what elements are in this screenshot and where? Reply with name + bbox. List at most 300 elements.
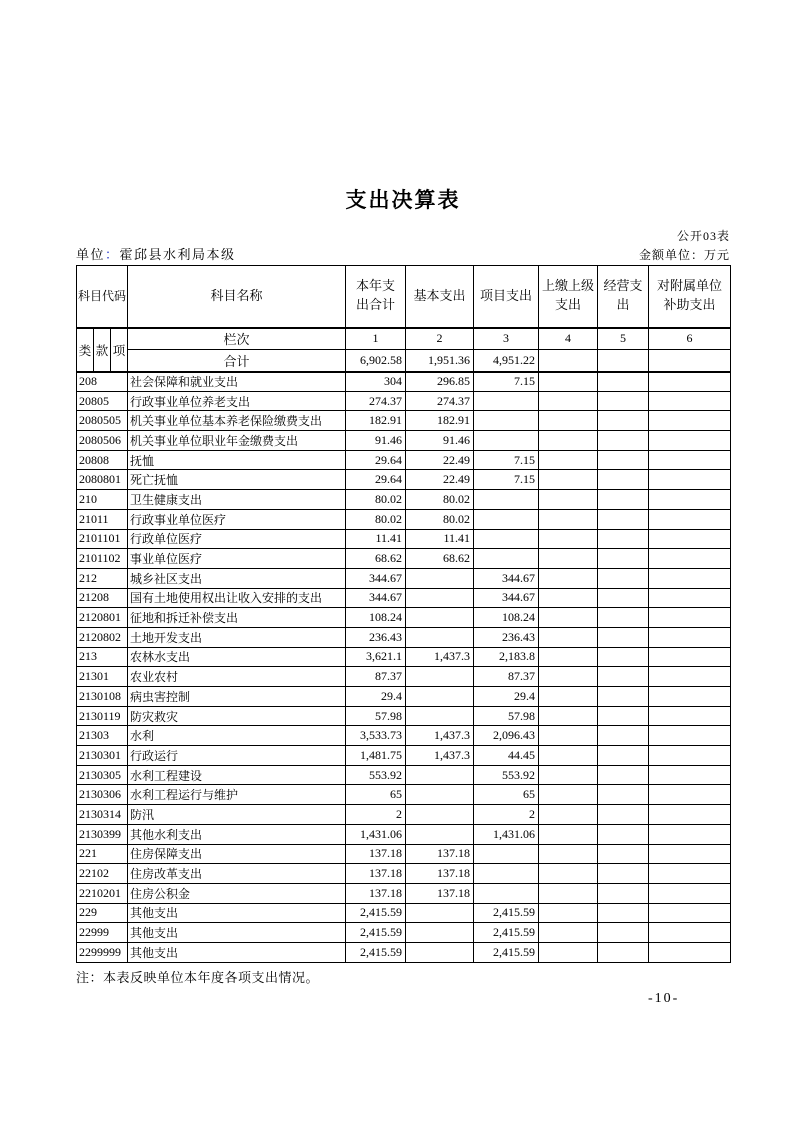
cell-c6 xyxy=(649,883,731,903)
cell-name: 行政运行 xyxy=(128,746,346,766)
cell-c1: 29.64 xyxy=(346,470,406,490)
cell-code: 21303 xyxy=(77,726,128,746)
header-affiliate-subsidy: 对附属单位补助支出 xyxy=(649,266,731,328)
cell-c4 xyxy=(539,509,598,529)
cell-c6 xyxy=(649,529,731,549)
total-row xyxy=(77,350,731,372)
cell-c3: 7.15 xyxy=(474,372,539,392)
cell-c6 xyxy=(649,844,731,864)
cell-name: 抚恤 xyxy=(128,450,346,470)
cell-c4 xyxy=(539,687,598,707)
cell-c2 xyxy=(406,785,474,805)
cell-c1: 29.4 xyxy=(346,687,406,707)
cell-c2: 137.18 xyxy=(406,883,474,903)
header-total-expenditure: 本年支出合计 xyxy=(346,266,406,328)
cell-c5 xyxy=(598,391,649,411)
cell-code: 2080506 xyxy=(77,431,128,451)
cell-c5 xyxy=(598,805,649,825)
cell-code: 22999 xyxy=(77,923,128,943)
cell-c1: 344.67 xyxy=(346,568,406,588)
cell-c5 xyxy=(598,864,649,884)
cell-c5 xyxy=(598,726,649,746)
cell-c6 xyxy=(649,903,731,923)
cell-c4 xyxy=(539,883,598,903)
cell-code: 213 xyxy=(77,647,128,667)
cell-c3 xyxy=(474,529,539,549)
cell-c4 xyxy=(539,844,598,864)
cell-c1: 1,431.06 xyxy=(346,824,406,844)
table-row xyxy=(77,667,731,687)
header-lanci: 栏次 xyxy=(128,328,346,350)
table-row xyxy=(77,923,731,943)
footnote: 注：本表反映单位本年度各项支出情况。 xyxy=(76,969,320,985)
table-row xyxy=(77,490,731,510)
cell-c6 xyxy=(649,490,731,510)
cell-name: 水利工程建设 xyxy=(128,765,346,785)
cell-c2: 68.62 xyxy=(406,549,474,569)
cell-c4 xyxy=(539,549,598,569)
cell-c1: 553.92 xyxy=(346,765,406,785)
unit-name: 霍邱县水利局本级 xyxy=(119,247,236,262)
table-row xyxy=(77,372,731,392)
cell-c3: 553.92 xyxy=(474,765,539,785)
cell-c6 xyxy=(649,765,731,785)
table-meta-row xyxy=(76,245,730,263)
cell-c1: 11.41 xyxy=(346,529,406,549)
cell-c1: 137.18 xyxy=(346,883,406,903)
cell-c6 xyxy=(649,942,731,962)
cell-c2: 80.02 xyxy=(406,509,474,529)
cell-c4 xyxy=(539,568,598,588)
cell-c6 xyxy=(649,450,731,470)
cell-c3 xyxy=(474,844,539,864)
cell-c5 xyxy=(598,785,649,805)
cell-c2: 22.49 xyxy=(406,470,474,490)
cell-name: 水利 xyxy=(128,726,346,746)
cell-c1: 91.46 xyxy=(346,431,406,451)
column-number-4: 4 xyxy=(539,328,598,350)
cell-c4 xyxy=(539,588,598,608)
cell-c3: 108.24 xyxy=(474,608,539,628)
cell-c4 xyxy=(539,746,598,766)
cell-c1: 3,621.1 xyxy=(346,647,406,667)
total-col1: 6,902.58 xyxy=(346,350,406,372)
cell-c2 xyxy=(406,588,474,608)
column-number-3: 3 xyxy=(474,328,539,350)
table-row xyxy=(77,529,731,549)
cell-c4 xyxy=(539,805,598,825)
table-header-row xyxy=(77,266,731,328)
table-row xyxy=(77,470,731,490)
cell-code: 208 xyxy=(77,372,128,392)
cell-c6 xyxy=(649,627,731,647)
cell-c4 xyxy=(539,903,598,923)
cell-c4 xyxy=(539,942,598,962)
cell-c5 xyxy=(598,549,649,569)
cell-c1: 137.18 xyxy=(346,844,406,864)
cell-c6 xyxy=(649,391,731,411)
cell-code: 2210201 xyxy=(77,883,128,903)
table-row xyxy=(77,568,731,588)
cell-name: 住房保障支出 xyxy=(128,844,346,864)
cell-c3: 87.37 xyxy=(474,667,539,687)
table-row xyxy=(77,627,731,647)
cell-code: 21208 xyxy=(77,588,128,608)
cell-c2: 137.18 xyxy=(406,864,474,884)
cell-c5 xyxy=(598,529,649,549)
table-row xyxy=(77,903,731,923)
cell-c5 xyxy=(598,490,649,510)
cell-c5 xyxy=(598,765,649,785)
table-row xyxy=(77,746,731,766)
cell-code: 2120801 xyxy=(77,608,128,628)
cell-c3: 236.43 xyxy=(474,627,539,647)
cell-code: 2101101 xyxy=(77,529,128,549)
cell-c5 xyxy=(598,746,649,766)
cell-c5 xyxy=(598,411,649,431)
cell-c6 xyxy=(649,864,731,884)
table-row xyxy=(77,844,731,864)
cell-name: 行政单位医疗 xyxy=(128,529,346,549)
header-operating-expenditure: 经营支出 xyxy=(598,266,649,328)
cell-c3: 57.98 xyxy=(474,706,539,726)
cell-c6 xyxy=(649,647,731,667)
cell-name: 卫生健康支出 xyxy=(128,490,346,510)
cell-name: 国有土地使用权出让收入安排的支出 xyxy=(128,588,346,608)
table-row xyxy=(77,608,731,628)
cell-name: 防灾救灾 xyxy=(128,706,346,726)
table-row xyxy=(77,706,731,726)
total-col6 xyxy=(649,350,731,372)
cell-c6 xyxy=(649,667,731,687)
cell-c4 xyxy=(539,765,598,785)
table-row xyxy=(77,942,731,962)
cell-name: 住房改革支出 xyxy=(128,864,346,884)
cell-c3: 65 xyxy=(474,785,539,805)
expenditure-table xyxy=(76,265,731,963)
cell-name: 其他支出 xyxy=(128,923,346,943)
cell-c5 xyxy=(598,844,649,864)
cell-c2: 22.49 xyxy=(406,450,474,470)
cell-c2: 296.85 xyxy=(406,372,474,392)
cell-c3: 2,096.43 xyxy=(474,726,539,746)
cell-c6 xyxy=(649,588,731,608)
cell-c5 xyxy=(598,667,649,687)
table-row xyxy=(77,864,731,884)
cell-c1: 344.67 xyxy=(346,588,406,608)
cell-c4 xyxy=(539,647,598,667)
cell-code: 2080801 xyxy=(77,470,128,490)
column-number-2: 2 xyxy=(406,328,474,350)
cell-c3: 2,415.59 xyxy=(474,903,539,923)
cell-c1: 68.62 xyxy=(346,549,406,569)
cell-c2: 91.46 xyxy=(406,431,474,451)
cell-name: 城乡社区支出 xyxy=(128,568,346,588)
cell-c1: 182.91 xyxy=(346,411,406,431)
cell-code: 2130306 xyxy=(77,785,128,805)
cell-code: 20808 xyxy=(77,450,128,470)
cell-c1: 274.37 xyxy=(346,391,406,411)
cell-c2: 1,437.3 xyxy=(406,647,474,667)
cell-c1: 65 xyxy=(346,785,406,805)
cell-c5 xyxy=(598,431,649,451)
header-basic-expenditure: 基本支出 xyxy=(406,266,474,328)
header-project-expenditure: 项目支出 xyxy=(474,266,539,328)
cell-c5 xyxy=(598,942,649,962)
column-number-5: 5 xyxy=(598,328,649,350)
cell-c2 xyxy=(406,608,474,628)
cell-c6 xyxy=(649,549,731,569)
unit-label: 单位 xyxy=(76,247,106,262)
cell-c1: 304 xyxy=(346,372,406,392)
cell-c6 xyxy=(649,726,731,746)
cell-c5 xyxy=(598,608,649,628)
cell-name: 事业单位医疗 xyxy=(128,549,346,569)
cell-c4 xyxy=(539,450,598,470)
cell-c1: 29.64 xyxy=(346,450,406,470)
cell-code: 229 xyxy=(77,903,128,923)
cell-c3: 2,415.59 xyxy=(474,942,539,962)
cell-c2 xyxy=(406,903,474,923)
cell-c4 xyxy=(539,608,598,628)
table-row xyxy=(77,647,731,667)
header-code-class: 类 xyxy=(77,328,94,372)
cell-c5 xyxy=(598,706,649,726)
cell-c2: 11.41 xyxy=(406,529,474,549)
cell-c5 xyxy=(598,470,649,490)
column-index-row xyxy=(77,328,731,350)
cell-c6 xyxy=(649,431,731,451)
cell-c6 xyxy=(649,706,731,726)
cell-code: 2130399 xyxy=(77,824,128,844)
cell-c1: 1,481.75 xyxy=(346,746,406,766)
cell-c2 xyxy=(406,765,474,785)
cell-c3: 344.67 xyxy=(474,568,539,588)
cell-c6 xyxy=(649,785,731,805)
header-code-item: 项 xyxy=(111,328,128,372)
amount-unit-label: 金额单位：万元 xyxy=(638,248,730,262)
cell-c6 xyxy=(649,824,731,844)
cell-c6 xyxy=(649,372,731,392)
cell-c3 xyxy=(474,411,539,431)
table-row xyxy=(77,824,731,844)
cell-c1: 80.02 xyxy=(346,509,406,529)
cell-code: 2299999 xyxy=(77,942,128,962)
cell-c3: 1,431.06 xyxy=(474,824,539,844)
cell-c3 xyxy=(474,864,539,884)
table-row xyxy=(77,509,731,529)
cell-c4 xyxy=(539,923,598,943)
cell-c5 xyxy=(598,883,649,903)
cell-c2: 80.02 xyxy=(406,490,474,510)
cell-name: 征地和拆迁补偿支出 xyxy=(128,608,346,628)
cell-c4 xyxy=(539,627,598,647)
cell-c5 xyxy=(598,647,649,667)
cell-name: 水利工程运行与维护 xyxy=(128,785,346,805)
cell-code: 21011 xyxy=(77,509,128,529)
cell-c4 xyxy=(539,667,598,687)
cell-c2 xyxy=(406,805,474,825)
cell-code: 2130314 xyxy=(77,805,128,825)
cell-c4 xyxy=(539,529,598,549)
cell-c3: 29.4 xyxy=(474,687,539,707)
cell-c4 xyxy=(539,372,598,392)
cell-code: 2130301 xyxy=(77,746,128,766)
cell-code: 2080505 xyxy=(77,411,128,431)
cell-c3 xyxy=(474,431,539,451)
cell-c2: 274.37 xyxy=(406,391,474,411)
cell-c4 xyxy=(539,864,598,884)
table-row xyxy=(77,588,731,608)
header-code-section: 款 xyxy=(94,328,111,372)
cell-c1: 236.43 xyxy=(346,627,406,647)
column-number-1: 1 xyxy=(346,328,406,350)
cell-c4 xyxy=(539,726,598,746)
cell-c6 xyxy=(649,568,731,588)
cell-c2 xyxy=(406,687,474,707)
cell-name: 死亡抚恤 xyxy=(128,470,346,490)
cell-c6 xyxy=(649,687,731,707)
cell-name: 行政事业单位养老支出 xyxy=(128,391,346,411)
cell-code: 20805 xyxy=(77,391,128,411)
cell-c6 xyxy=(649,411,731,431)
total-col5 xyxy=(598,350,649,372)
cell-c2: 1,437.3 xyxy=(406,726,474,746)
cell-c5 xyxy=(598,627,649,647)
cell-c2: 137.18 xyxy=(406,844,474,864)
cell-c6 xyxy=(649,509,731,529)
cell-c5 xyxy=(598,903,649,923)
cell-c4 xyxy=(539,411,598,431)
cell-c3: 2,183.8 xyxy=(474,647,539,667)
unit-line xyxy=(76,244,236,263)
cell-name: 住房公积金 xyxy=(128,883,346,903)
table-row xyxy=(77,549,731,569)
cell-name: 社会保障和就业支出 xyxy=(128,372,346,392)
header-upper-level-payment: 上缴上级支出 xyxy=(539,266,598,328)
cell-c6 xyxy=(649,470,731,490)
cell-c3 xyxy=(474,883,539,903)
table-row xyxy=(77,883,731,903)
table-row xyxy=(77,431,731,451)
cell-name: 其他支出 xyxy=(128,942,346,962)
cell-name: 农林水支出 xyxy=(128,647,346,667)
cell-c4 xyxy=(539,391,598,411)
header-subject-name: 科目名称 xyxy=(128,266,346,328)
table-row xyxy=(77,391,731,411)
total-col4 xyxy=(539,350,598,372)
cell-c3 xyxy=(474,391,539,411)
cell-c3 xyxy=(474,509,539,529)
document-page xyxy=(76,0,730,986)
cell-code: 2130305 xyxy=(77,765,128,785)
cell-c2 xyxy=(406,667,474,687)
cell-name: 病虫害控制 xyxy=(128,687,346,707)
cell-c2 xyxy=(406,568,474,588)
cell-c3: 2,415.59 xyxy=(474,923,539,943)
cell-code: 2130108 xyxy=(77,687,128,707)
unit-colon: ： xyxy=(105,247,120,262)
cell-c4 xyxy=(539,824,598,844)
cell-c5 xyxy=(598,372,649,392)
cell-c6 xyxy=(649,746,731,766)
cell-code: 212 xyxy=(77,568,128,588)
cell-c2: 1,437.3 xyxy=(406,746,474,766)
form-code-label: 公开03表 xyxy=(676,229,730,243)
cell-c1: 2 xyxy=(346,805,406,825)
cell-c1: 137.18 xyxy=(346,864,406,884)
cell-c5 xyxy=(598,824,649,844)
page-title: 支出决算表 xyxy=(345,188,461,212)
cell-code: 22102 xyxy=(77,864,128,884)
cell-name: 农业农村 xyxy=(128,667,346,687)
cell-c1: 2,415.59 xyxy=(346,923,406,943)
cell-c5 xyxy=(598,588,649,608)
cell-c1: 57.98 xyxy=(346,706,406,726)
cell-c1: 2,415.59 xyxy=(346,942,406,962)
cell-name: 机关事业单位基本养老保险缴费支出 xyxy=(128,411,346,431)
cell-c3: 344.67 xyxy=(474,588,539,608)
cell-c6 xyxy=(649,608,731,628)
table-row xyxy=(77,687,731,707)
cell-c3: 7.15 xyxy=(474,450,539,470)
cell-c3: 7.15 xyxy=(474,470,539,490)
cell-c1: 108.24 xyxy=(346,608,406,628)
cell-c1: 87.37 xyxy=(346,667,406,687)
cell-c6 xyxy=(649,923,731,943)
total-col3: 4,951.22 xyxy=(474,350,539,372)
cell-c5 xyxy=(598,923,649,943)
cell-c5 xyxy=(598,509,649,529)
table-row xyxy=(77,785,731,805)
cell-code: 2101102 xyxy=(77,549,128,569)
cell-c3 xyxy=(474,549,539,569)
cell-code: 2120802 xyxy=(77,627,128,647)
cell-c4 xyxy=(539,490,598,510)
table-row xyxy=(77,411,731,431)
table-row xyxy=(77,765,731,785)
table-row xyxy=(77,726,731,746)
expense-table-body xyxy=(77,372,731,963)
cell-name: 其他水利支出 xyxy=(128,824,346,844)
cell-c3: 44.45 xyxy=(474,746,539,766)
cell-c2 xyxy=(406,942,474,962)
cell-c2 xyxy=(406,824,474,844)
cell-name: 土地开发支出 xyxy=(128,627,346,647)
cell-c5 xyxy=(598,568,649,588)
total-label: 合计 xyxy=(128,350,346,372)
cell-c4 xyxy=(539,785,598,805)
cell-name: 防汛 xyxy=(128,805,346,825)
cell-name: 机关事业单位职业年金缴费支出 xyxy=(128,431,346,451)
cell-code: 221 xyxy=(77,844,128,864)
cell-name: 行政事业单位医疗 xyxy=(128,509,346,529)
column-number-6: 6 xyxy=(649,328,731,350)
total-col2: 1,951.36 xyxy=(406,350,474,372)
cell-name: 其他支出 xyxy=(128,903,346,923)
cell-c6 xyxy=(649,805,731,825)
header-subject-code: 科目代码 xyxy=(77,266,128,328)
table-row xyxy=(77,805,731,825)
cell-c4 xyxy=(539,706,598,726)
cell-c4 xyxy=(539,431,598,451)
cell-c3: 2 xyxy=(474,805,539,825)
cell-c2: 182.91 xyxy=(406,411,474,431)
cell-c4 xyxy=(539,470,598,490)
cell-code: 210 xyxy=(77,490,128,510)
cell-code: 21301 xyxy=(77,667,128,687)
cell-c5 xyxy=(598,687,649,707)
